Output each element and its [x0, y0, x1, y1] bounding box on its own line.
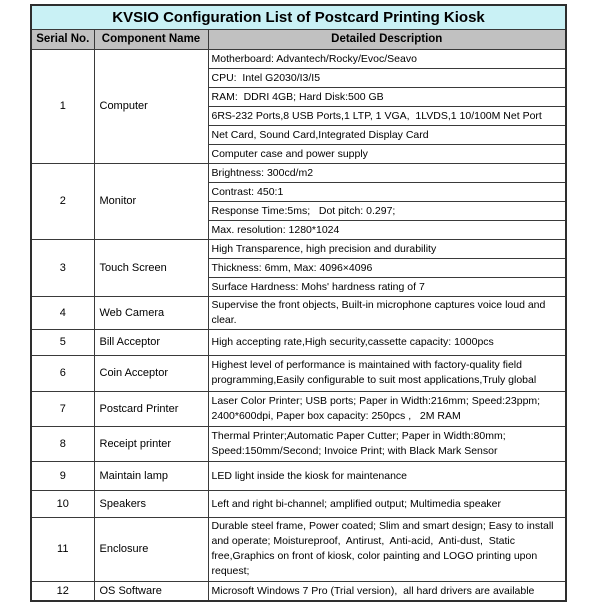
- row-maintain-lamp: [31, 461, 566, 490]
- page-title: KVSIO Configuration List of Postcard Printing Kiosk: [31, 5, 566, 29]
- component-cell: Maintain lamp: [94, 461, 208, 490]
- serial-cell: 6: [31, 355, 94, 391]
- column-header-component: Component Name: [94, 29, 208, 49]
- row-receipt-printer: [31, 426, 566, 461]
- component-cell: Enclosure: [94, 517, 208, 581]
- row-computer: [31, 49, 566, 68]
- table-title-row: [31, 5, 566, 29]
- component-cell: OS Software: [94, 581, 208, 601]
- description-cell: Thermal Printer;Automatic Paper Cutter; Paper in Width:80mm; Speed:150mm/Second; Invoice Print; with Black Mark Sensor: [208, 426, 566, 461]
- description-cell: Highest level of performance is maintained with factory-quality field programming,Easily configurable to suit most applications,Truly global: [208, 355, 566, 391]
- row-bill-acceptor: [31, 329, 566, 355]
- description-cell: Response Time:5ms; Dot pitch: 0.297;: [208, 201, 566, 220]
- serial-cell: 11: [31, 517, 94, 581]
- description-cell: Durable steel frame, Power coated; Slim and smart design; Easy to install and operate; Moistureproof, Antirust, Anti-acid, Anti-dust, Static free,Graphics on front of kiosk, color painting and LOGO printing upon request;: [208, 517, 566, 581]
- description-cell: Max. resolution: 1280*1024: [208, 220, 566, 239]
- description-cell: Thickness: 6mm, Max: 4096×4096: [208, 258, 566, 277]
- config-table: [30, 4, 567, 602]
- description-cell: Laser Color Printer; USB ports; Paper in Width:216mm; Speed:23ppm; 2400*600dpi, Paper box capacity: 250pcs , 2M RAM: [208, 391, 566, 426]
- component-cell: Monitor: [94, 163, 208, 239]
- component-cell: Postcard Printer: [94, 391, 208, 426]
- column-header-row: [31, 29, 566, 49]
- description-cell: 6RS-232 Ports,8 USB Ports,1 LTP, 1 VGA, 1LVDS,1 10/100M Net Port: [208, 106, 566, 125]
- row-enclosure: [31, 517, 566, 581]
- serial-cell: 10: [31, 490, 94, 517]
- description-cell: Supervise the front objects, Built-in microphone captures voice loud and clear.: [208, 296, 566, 329]
- component-cell: Coin Acceptor: [94, 355, 208, 391]
- row-monitor: [31, 163, 566, 182]
- component-cell: Web Camera: [94, 296, 208, 329]
- row-postcard-printer: [31, 391, 566, 426]
- component-cell: Computer: [94, 49, 208, 163]
- description-cell: Motherboard: Advantech/Rocky/Evoc/Seavo: [208, 49, 566, 68]
- description-cell: Surface Hardness: Mohs' hardness rating of 7: [208, 277, 566, 296]
- column-header-serial: Serial No.: [31, 29, 94, 49]
- component-cell: Receipt printer: [94, 426, 208, 461]
- description-cell: High Transparence, high precision and durability: [208, 239, 566, 258]
- serial-cell: 4: [31, 296, 94, 329]
- serial-cell: 5: [31, 329, 94, 355]
- row-os-software: [31, 581, 566, 601]
- description-cell: Left and right bi-channel; amplified output; Multimedia speaker: [208, 490, 566, 517]
- row-touch-screen: [31, 239, 566, 258]
- serial-cell: 7: [31, 391, 94, 426]
- description-cell: Brightness: 300cd/m2: [208, 163, 566, 182]
- row-coin-acceptor: [31, 355, 566, 391]
- description-cell: Microsoft Windows 7 Pro (Trial version), all hard drivers are available: [208, 581, 566, 601]
- component-cell: Touch Screen: [94, 239, 208, 296]
- component-cell: Bill Acceptor: [94, 329, 208, 355]
- serial-cell: 8: [31, 426, 94, 461]
- description-cell: Net Card, Sound Card,Integrated Display Card: [208, 125, 566, 144]
- serial-cell: 12: [31, 581, 94, 601]
- description-cell: CPU: Intel G2030/I3/I5: [208, 68, 566, 87]
- description-cell: RAM: DDRI 4GB; Hard Disk:500 GB: [208, 87, 566, 106]
- component-cell: Speakers: [94, 490, 208, 517]
- description-cell: Computer case and power supply: [208, 144, 566, 163]
- row-speakers: [31, 490, 566, 517]
- description-cell: Contrast: 450:1: [208, 182, 566, 201]
- serial-cell: 2: [31, 163, 94, 239]
- serial-cell: 1: [31, 49, 94, 163]
- column-header-description: Detailed Description: [208, 29, 566, 49]
- row-web-camera: [31, 296, 566, 329]
- serial-cell: 9: [31, 461, 94, 490]
- description-cell: High accepting rate,High security,cassette capacity: 1000pcs: [208, 329, 566, 355]
- description-cell: LED light inside the kiosk for maintenance: [208, 461, 566, 490]
- serial-cell: 3: [31, 239, 94, 296]
